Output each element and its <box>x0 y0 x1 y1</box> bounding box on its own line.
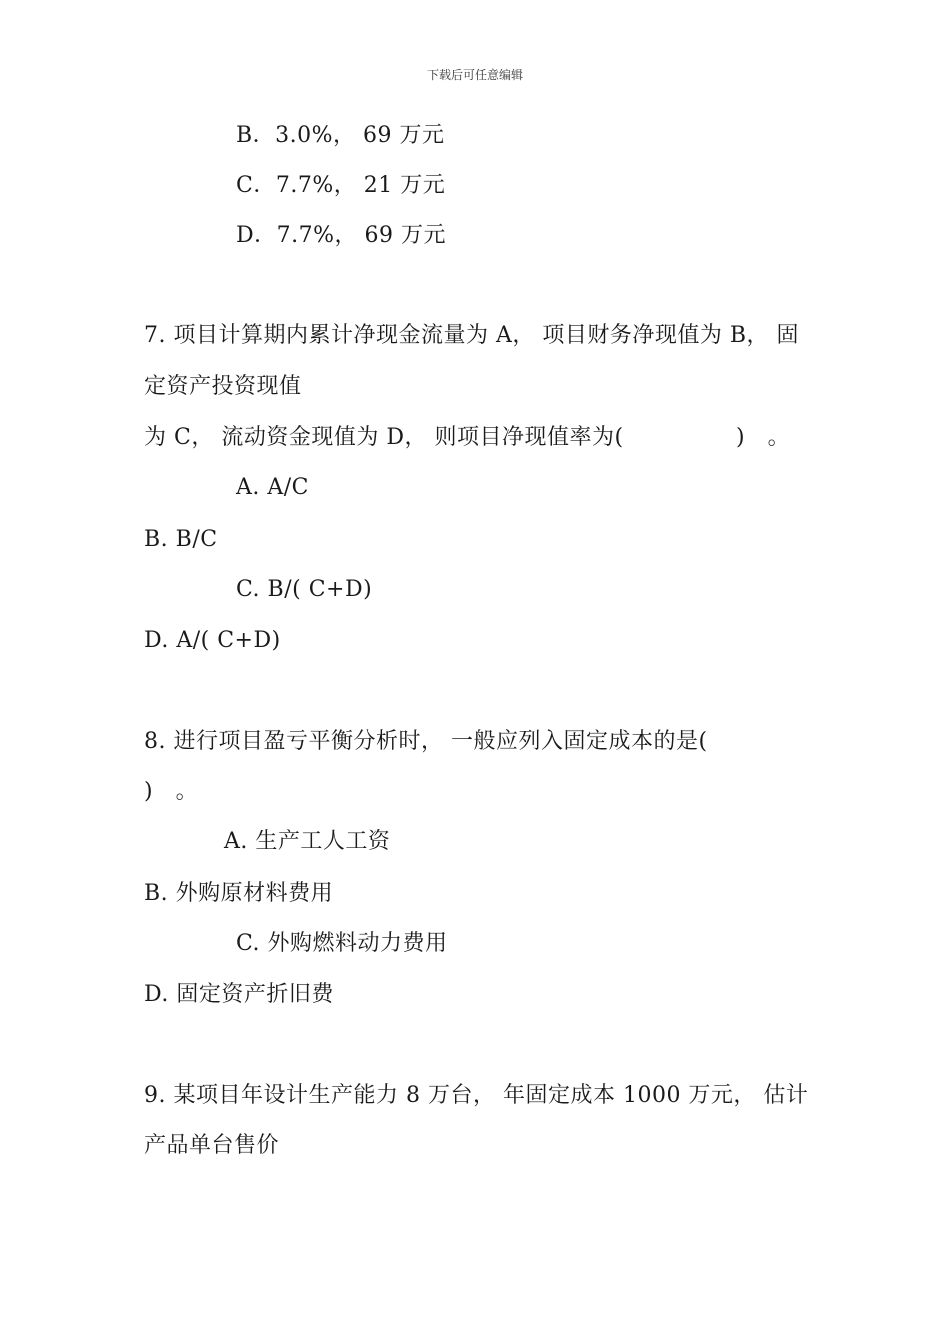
option-7d: D. A/( C+D) <box>144 628 281 653</box>
option-8c: C. 外购燃料动力费用 <box>236 931 448 956</box>
question-7-line-3: 为 C， 流动资金现值为 D， 则项目净现值率为( ) 。 <box>144 425 791 450</box>
option-6b: B．3.0%， 69 万元 <box>236 123 445 148</box>
page-header: 下载后可任意编辑 <box>426 68 523 82</box>
option-7c: C. B/( C+D) <box>236 577 373 602</box>
option-6d: D．7.7%， 69 万元 <box>236 223 447 248</box>
question-9-line-2: 产品单台售价 <box>144 1133 280 1158</box>
question-7-line-1: 7. 项目计算期内累计净现金流量为 A， 项目财务净现值为 B， 固 <box>144 323 800 348</box>
question-9-line-1: 9. 某项目年设计生产能力 8 万台， 年固定成本 1000 万元， 估计 <box>144 1083 809 1108</box>
option-8d: D. 固定资产折旧费 <box>144 982 334 1007</box>
option-6c: C．7.7%， 21 万元 <box>236 173 446 198</box>
question-8-line-2: ) 。 <box>144 779 199 804</box>
option-7b: B. B/C <box>144 527 218 552</box>
option-8a: A. 生产工人工资 <box>224 829 391 854</box>
option-8b: B. 外购原材料费用 <box>144 881 334 906</box>
question-8-line-1: 8. 进行项目盈亏平衡分析时， 一般应列入固定成本的是( <box>144 729 708 754</box>
question-7-line-2: 定资产投资现值 <box>144 374 302 399</box>
option-7a: A. A/C <box>236 475 310 500</box>
